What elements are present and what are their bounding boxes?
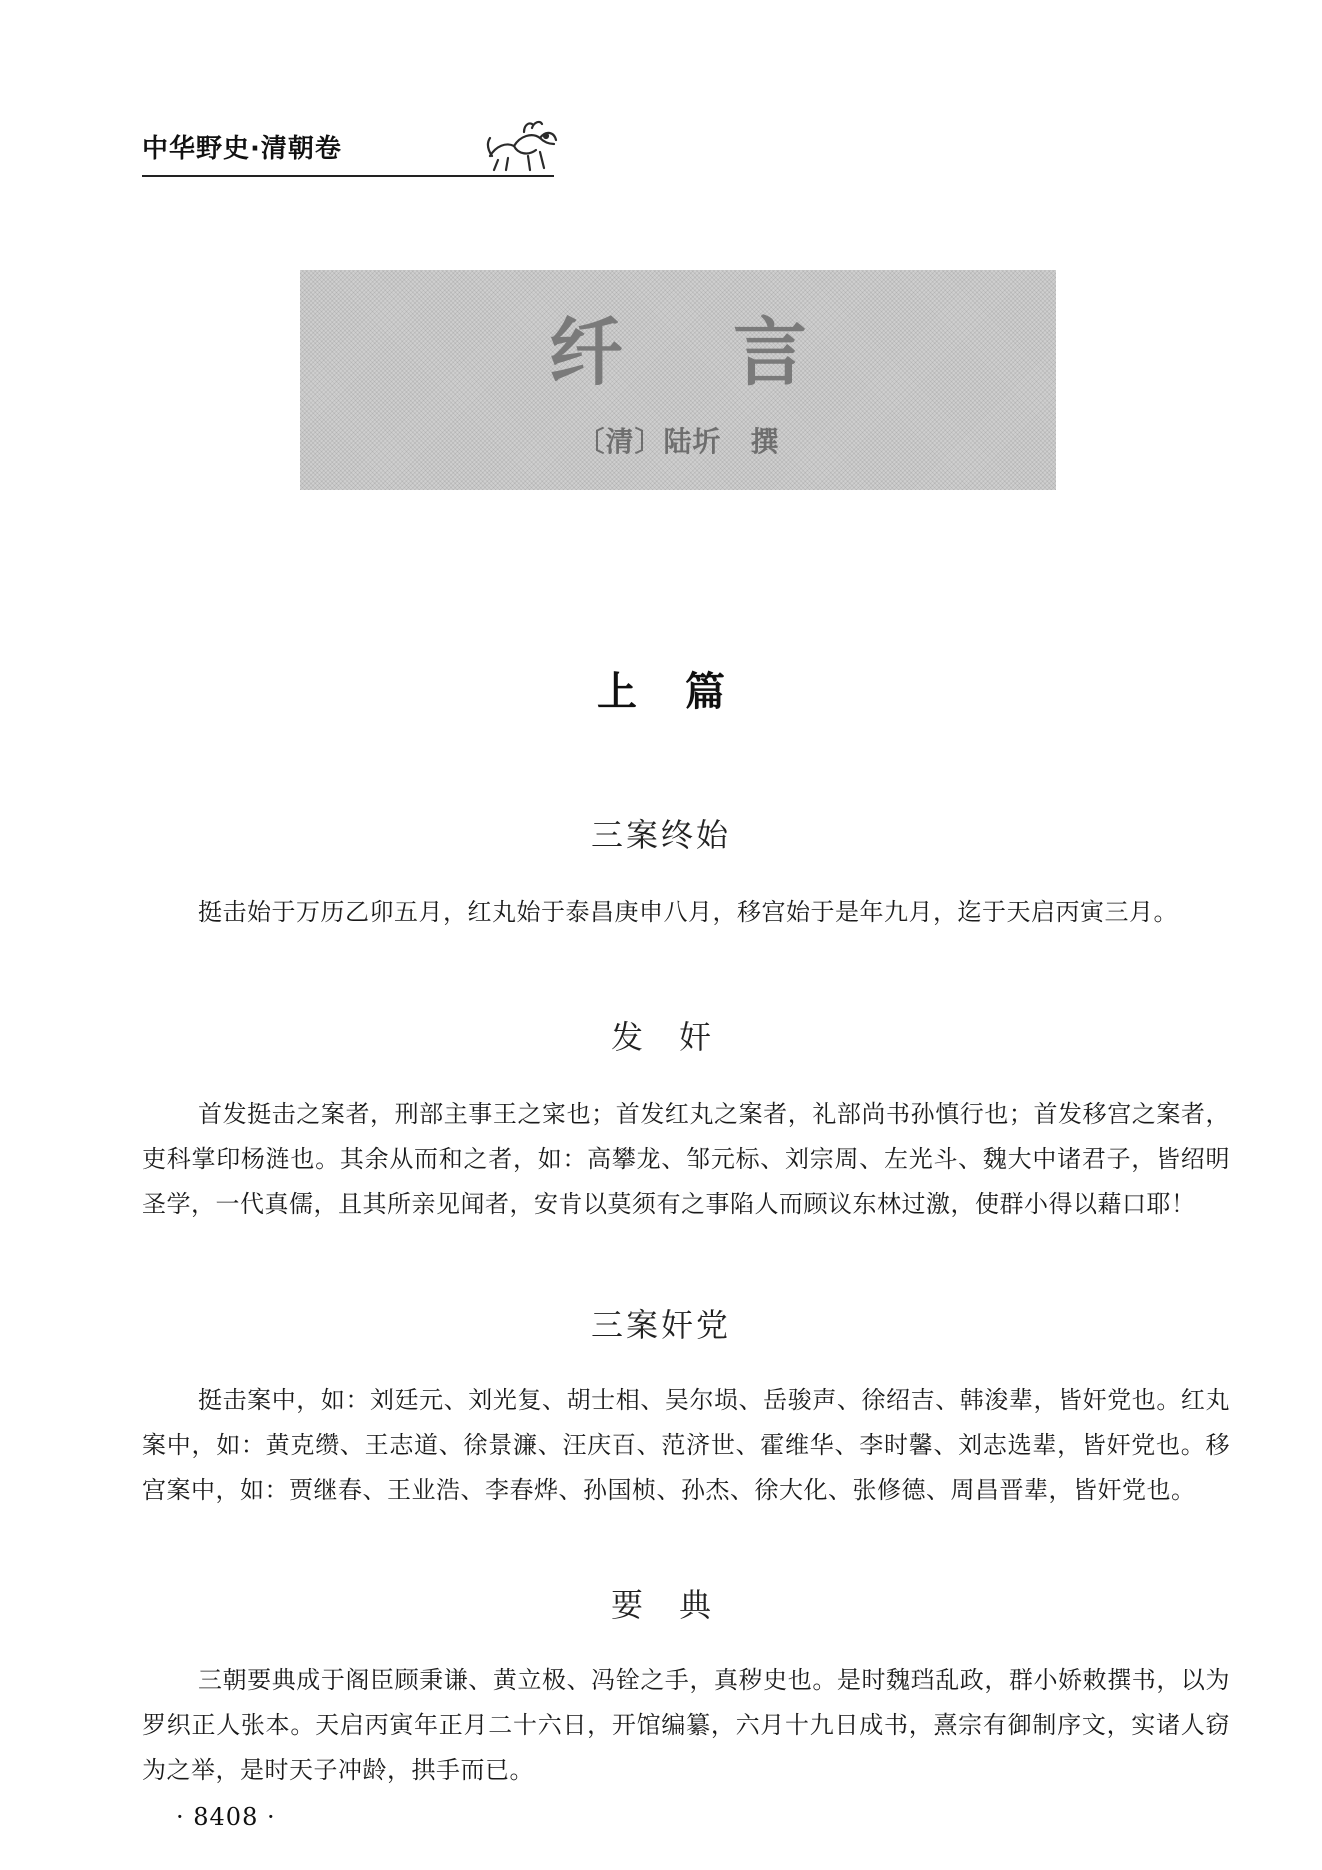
section-heading: 要典	[610, 1586, 747, 1624]
qilin-icon	[484, 116, 560, 174]
running-header: 中华野史·清朝卷	[142, 134, 342, 164]
section-body: 挺击案中，如：刘廷元、刘光复、胡士相、吴尔埙、岳骏声、徐绍吉、韩浚辈，皆奸党也。红丸案中，如：黄克缵、王志道、徐景濂、汪庆百、范济世、霍维华、李时馨、刘志选辈，皆奸党也。移宫案中，如：贾继春、王业浩、李春烨、孙国桢、孙杰、徐大化、张修德、周昌晋辈，皆奸党也。	[142, 1386, 1230, 1504]
part-title: 上篇	[597, 669, 773, 715]
section-body: 挺击始于万历乙卯五月，红丸始于泰昌庚申八月，移宫始于是年九月，迄于天启丙寅三月。	[198, 898, 1178, 926]
section-heading: 三案终始	[590, 816, 731, 854]
section-heading: 发奸	[610, 1018, 747, 1056]
title-banner	[300, 270, 1056, 490]
book-title: 纤言	[549, 310, 917, 396]
page-number: · 8408 ·	[176, 1803, 276, 1831]
section-body: 三朝要典成于阁臣顾秉谦、黄立极、冯铨之手，真秽史也。是时魏珰乱政，群小娇敕撰书，以为罗织正人张本。天启丙寅年正月二十六日，开馆编纂，六月十九日成书，熹宗有御制序文，实诸人窃为之举，是时天子冲龄，拱手而已。	[142, 1666, 1230, 1784]
section-body: 首发挺击之案者，刑部主事王之寀也；首发红丸之案者，礼部尚书孙慎行也；首发移宫之案者，吏科掌印杨涟也。其余从而和之者，如：高攀龙、邹元标、刘宗周、左光斗、魏大中诸君子，皆绍明圣学，一代真儒，且其所亲见闻者，安肯以莫须有之事陷人而顾议东林过激，使群小得以藉口耶！	[142, 1100, 1230, 1218]
book-author: 〔清〕陆圻 撰	[576, 425, 780, 458]
section-heading: 三案奸党	[590, 1306, 731, 1344]
header-rule	[142, 175, 554, 177]
